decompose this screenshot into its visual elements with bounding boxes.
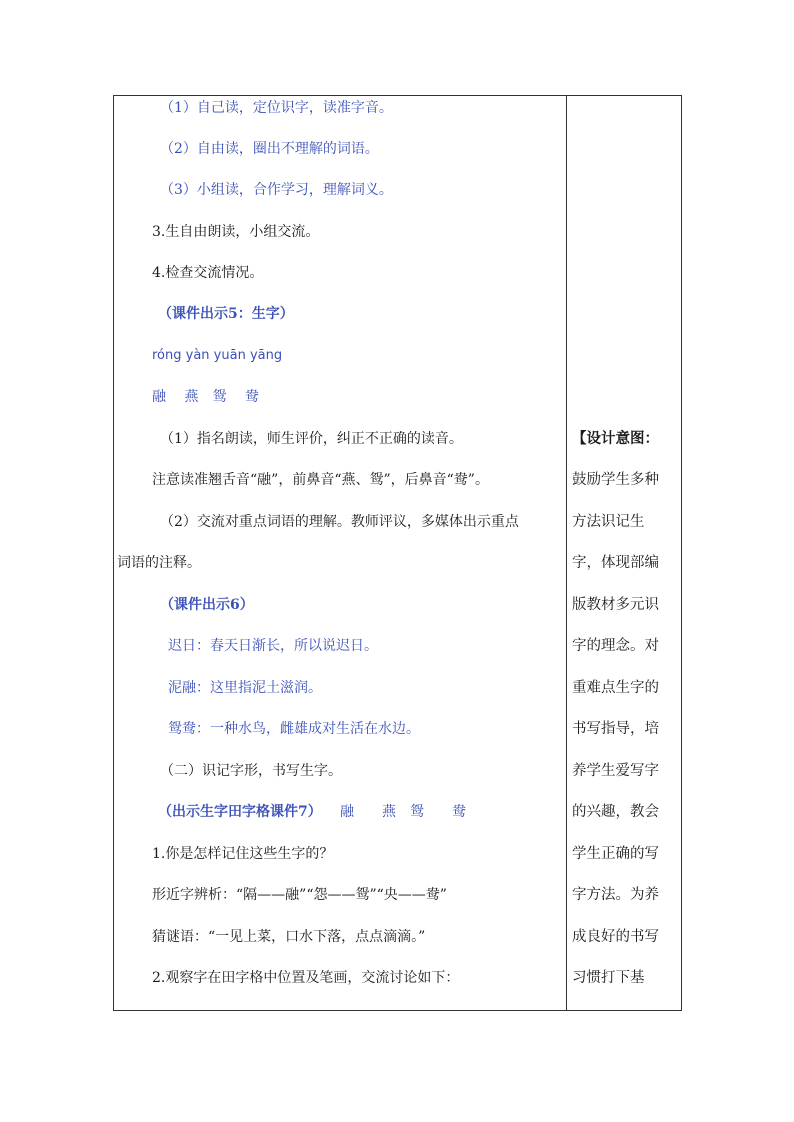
- text-line: 形近字辨析：“隔——融”“怨——鸳”“央——鸯”: [152, 887, 447, 903]
- side-line: 字的理念。对: [572, 638, 659, 654]
- pinyin-line: róng yàn yuān yāng: [152, 348, 283, 363]
- side-line: 成良好的书写: [572, 929, 659, 945]
- section-heading: （二）识记字形，书写生字。: [160, 763, 342, 779]
- side-line: 习惯打下基: [572, 970, 645, 986]
- side-line: 字，体现部编: [572, 555, 659, 571]
- side-line: 的兴趣，教会: [572, 804, 659, 820]
- side-line: 版教材多元识: [572, 597, 659, 613]
- text-line: （1）指名朗读，师生评价，纠正不正确的读音。: [160, 431, 463, 447]
- definition-line: 鸳鸯：一种水鸟，雌雄成对生活在水边。: [168, 721, 420, 737]
- text-line: 注意读准翘舌音“融”，前鼻音“燕、鸳”，后鼻音“鸯”。: [152, 472, 489, 488]
- text-line: （2）交流对重点词语的理解。教师评议，多媒体出示重点: [160, 514, 519, 530]
- text-line: 2.观察字在田字格中位置及笔画，交流讨论如下：: [152, 970, 460, 986]
- text-line: 1.你是怎样记住这些生字的？: [152, 846, 334, 862]
- design-intent-heading: 【设计意图：: [572, 430, 659, 447]
- side-line: 鼓励学生多种: [572, 472, 659, 488]
- definition-line: 迟日：春天日渐长，所以说迟日。: [168, 638, 378, 654]
- characters-line: 融 燕 鸳 鸯: [152, 389, 259, 405]
- courseware-heading: （出示生字田字格课件7）: [158, 804, 322, 820]
- text-line: （1）自己读，定位识字，读准字音。: [160, 100, 393, 116]
- text-line: （3）小组读，合作学习，理解词义。: [160, 182, 393, 198]
- side-line: 重难点生字的: [572, 680, 659, 696]
- text-line: （2）自由读，圈出不理解的词语。: [160, 141, 379, 157]
- courseware-heading: （课件出示5：生字）: [158, 306, 294, 322]
- side-line: 方法识记生: [572, 514, 645, 530]
- courseware-heading: （课件出示6）: [160, 597, 254, 613]
- side-line: 养学生爱写字: [572, 763, 659, 779]
- side-line: 字方法。为养: [572, 887, 659, 903]
- side-line: 学生正确的写: [572, 846, 659, 862]
- text-line: 4.检查交流情况。: [152, 265, 264, 281]
- text-line: 猜谜语：“一见上菜，口水下落，点点滴滴。”: [152, 929, 426, 945]
- side-line: 书写指导，培: [572, 721, 659, 737]
- characters-inline: 融 燕 鸳 鸯: [340, 804, 466, 820]
- text-line: 词语的注释。: [117, 555, 201, 571]
- definition-line: 泥融：这里指泥土滋润。: [168, 680, 322, 696]
- text-line: 3.生自由朗读，小组交流。: [152, 224, 320, 240]
- column-divider: [566, 95, 567, 1011]
